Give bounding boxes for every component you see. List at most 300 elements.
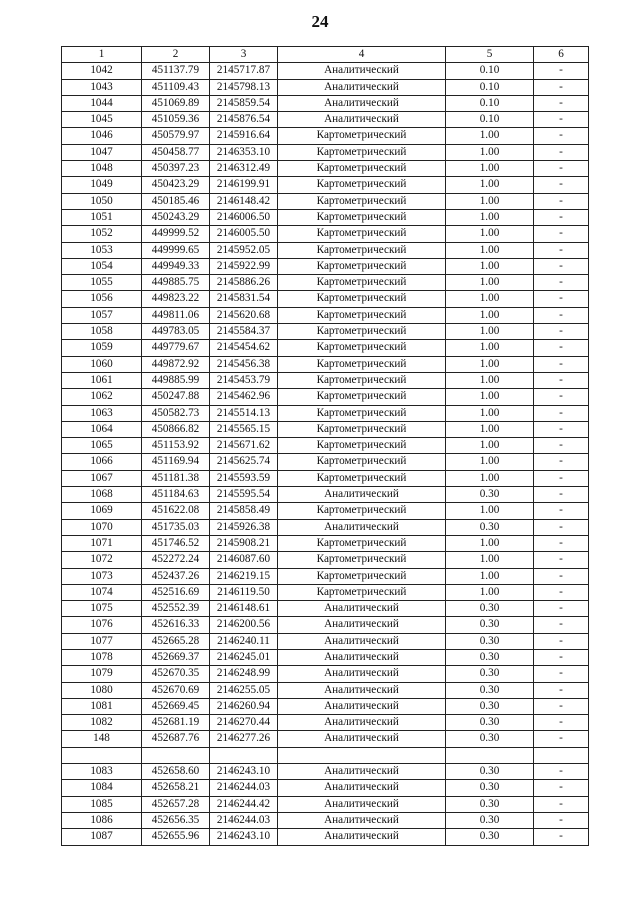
accuracy-cell: 1.00 (446, 584, 534, 600)
accuracy-cell: 0.30 (446, 812, 534, 828)
note-cell: - (534, 715, 589, 731)
y-coordinate-cell: 2145565.15 (210, 421, 278, 437)
column-header-2: 2 (142, 47, 210, 63)
x-coordinate-cell: 449823.22 (142, 291, 210, 307)
point-number-cell (62, 747, 142, 763)
note-cell: - (534, 535, 589, 551)
point-number-cell: 1058 (62, 324, 142, 340)
table-row (62, 177, 589, 193)
note-cell: - (534, 454, 589, 470)
table-row (62, 161, 589, 177)
point-number-cell: 1083 (62, 764, 142, 780)
method-cell: Картометрический (278, 177, 446, 193)
method-cell: Картометрический (278, 470, 446, 486)
table-row (62, 584, 589, 600)
note-cell: - (534, 177, 589, 193)
method-cell: Аналитический (278, 617, 446, 633)
note-cell: - (534, 372, 589, 388)
table-row (62, 519, 589, 535)
y-coordinate-cell: 2146260.94 (210, 698, 278, 714)
method-cell: Картометрический (278, 226, 446, 242)
point-number-cell: 1044 (62, 95, 142, 111)
point-number-cell: 1078 (62, 649, 142, 665)
y-coordinate-cell: 2145593.59 (210, 470, 278, 486)
x-coordinate-cell: 451622.08 (142, 503, 210, 519)
table-row (62, 421, 589, 437)
method-cell: Картометрический (278, 275, 446, 291)
accuracy-cell: 1.00 (446, 470, 534, 486)
note-cell: - (534, 79, 589, 95)
x-coordinate-cell: 450582.73 (142, 405, 210, 421)
table-row (62, 682, 589, 698)
y-coordinate-cell: 2145462.96 (210, 389, 278, 405)
method-cell: Картометрический (278, 209, 446, 225)
table-row (62, 649, 589, 665)
y-coordinate-cell: 2145908.21 (210, 535, 278, 551)
point-number-cell: 1068 (62, 487, 142, 503)
y-coordinate-cell: 2146240.11 (210, 633, 278, 649)
table-row (62, 438, 589, 454)
note-cell: - (534, 552, 589, 568)
point-number-cell: 1062 (62, 389, 142, 405)
x-coordinate-cell: 451735.03 (142, 519, 210, 535)
accuracy-cell: 0.30 (446, 764, 534, 780)
x-coordinate-cell: 451109.43 (142, 79, 210, 95)
table-row (62, 63, 589, 79)
point-number-cell: 1051 (62, 209, 142, 225)
point-number-cell: 1053 (62, 242, 142, 258)
note-cell: - (534, 405, 589, 421)
accuracy-cell: 0.10 (446, 95, 534, 111)
point-number-cell: 1074 (62, 584, 142, 600)
y-coordinate-cell: 2146148.42 (210, 193, 278, 209)
method-cell: Аналитический (278, 796, 446, 812)
table-row (62, 503, 589, 519)
accuracy-cell: 1.00 (446, 421, 534, 437)
x-coordinate-cell: 452687.76 (142, 731, 210, 747)
method-cell: Аналитический (278, 519, 446, 535)
accuracy-cell: 1.00 (446, 291, 534, 307)
method-cell: Картометрический (278, 161, 446, 177)
point-number-cell: 1056 (62, 291, 142, 307)
method-cell: Картометрический (278, 372, 446, 388)
page-number: 24 (311, 12, 329, 31)
x-coordinate-cell: 452657.28 (142, 796, 210, 812)
table-row (62, 372, 589, 388)
method-cell: Аналитический (278, 601, 446, 617)
x-coordinate-cell: 450423.29 (142, 177, 210, 193)
note-cell (534, 747, 589, 763)
method-cell: Картометрический (278, 454, 446, 470)
accuracy-cell (446, 747, 534, 763)
method-cell: Картометрический (278, 552, 446, 568)
point-number-cell: 1052 (62, 226, 142, 242)
y-coordinate-cell: 2145595.54 (210, 487, 278, 503)
y-coordinate-cell: 2146244.42 (210, 796, 278, 812)
point-number-cell: 1075 (62, 601, 142, 617)
note-cell: - (534, 666, 589, 682)
table-row (62, 258, 589, 274)
accuracy-cell: 1.00 (446, 552, 534, 568)
accuracy-cell: 0.30 (446, 731, 534, 747)
note-cell: - (534, 503, 589, 519)
accuracy-cell: 1.00 (446, 438, 534, 454)
table-row (62, 633, 589, 649)
method-cell: Картометрический (278, 193, 446, 209)
note-cell: - (534, 470, 589, 486)
method-cell: Картометрический (278, 242, 446, 258)
accuracy-cell: 1.00 (446, 324, 534, 340)
y-coordinate-cell: 2146244.03 (210, 812, 278, 828)
x-coordinate-cell: 452681.19 (142, 715, 210, 731)
y-coordinate-cell: 2145453.79 (210, 372, 278, 388)
point-number-cell: 1049 (62, 177, 142, 193)
y-coordinate-cell: 2145831.54 (210, 291, 278, 307)
coordinates-table (61, 46, 589, 846)
accuracy-cell: 0.30 (446, 715, 534, 731)
y-coordinate-cell: 2146148.61 (210, 601, 278, 617)
method-cell: Аналитический (278, 715, 446, 731)
note-cell: - (534, 649, 589, 665)
y-coordinate-cell: 2145584.37 (210, 324, 278, 340)
table-row (62, 242, 589, 258)
note-cell: - (534, 568, 589, 584)
table-row (62, 617, 589, 633)
y-coordinate-cell: 2146353.10 (210, 144, 278, 160)
table-row (62, 796, 589, 812)
point-number-cell: 1045 (62, 112, 142, 128)
point-number-cell: 1073 (62, 568, 142, 584)
y-coordinate-cell: 2146005.50 (210, 226, 278, 242)
method-cell: Аналитический (278, 487, 446, 503)
point-number-cell: 1071 (62, 535, 142, 551)
method-cell: Аналитический (278, 829, 446, 845)
table-row (62, 356, 589, 372)
y-coordinate-cell: 2146248.99 (210, 666, 278, 682)
x-coordinate-cell: 449885.75 (142, 275, 210, 291)
point-number-cell: 1087 (62, 829, 142, 845)
note-cell: - (534, 112, 589, 128)
table-header-row (62, 47, 589, 63)
note-cell: - (534, 731, 589, 747)
y-coordinate-cell: 2145952.05 (210, 242, 278, 258)
method-cell: Картометрический (278, 340, 446, 356)
accuracy-cell: 1.00 (446, 340, 534, 356)
method-cell: Картометрический (278, 389, 446, 405)
point-number-cell: 1064 (62, 421, 142, 437)
accuracy-cell: 1.00 (446, 258, 534, 274)
table-row (62, 209, 589, 225)
accuracy-cell: 0.30 (446, 666, 534, 682)
point-number-cell: 1060 (62, 356, 142, 372)
y-coordinate-cell: 2145620.68 (210, 307, 278, 323)
x-coordinate-cell: 452437.26 (142, 568, 210, 584)
note-cell: - (534, 796, 589, 812)
table-row (62, 829, 589, 845)
y-coordinate-cell: 2146219.15 (210, 568, 278, 584)
method-cell: Картометрический (278, 258, 446, 274)
point-number-cell: 1085 (62, 796, 142, 812)
point-number-cell: 1050 (62, 193, 142, 209)
y-coordinate-cell: 2146312.49 (210, 161, 278, 177)
y-coordinate-cell: 2145454.62 (210, 340, 278, 356)
table-row (62, 731, 589, 747)
note-cell: - (534, 307, 589, 323)
y-coordinate-cell: 2145625.74 (210, 454, 278, 470)
note-cell: - (534, 340, 589, 356)
y-coordinate-cell: 2146255.05 (210, 682, 278, 698)
method-cell: Аналитический (278, 95, 446, 111)
note-cell: - (534, 698, 589, 714)
method-cell: Картометрический (278, 144, 446, 160)
accuracy-cell: 0.30 (446, 796, 534, 812)
y-coordinate-cell: 2145876.54 (210, 112, 278, 128)
y-coordinate-cell: 2145717.87 (210, 63, 278, 79)
point-number-cell: 1080 (62, 682, 142, 698)
accuracy-cell: 1.00 (446, 372, 534, 388)
x-coordinate-cell: 450579.97 (142, 128, 210, 144)
point-number-cell: 1065 (62, 438, 142, 454)
y-coordinate-cell: 2145456.38 (210, 356, 278, 372)
note-cell: - (534, 764, 589, 780)
x-coordinate-cell: 449779.67 (142, 340, 210, 356)
table-row (62, 79, 589, 95)
method-cell: Картометрический (278, 438, 446, 454)
method-cell: Картометрический (278, 535, 446, 551)
accuracy-cell: 1.00 (446, 128, 534, 144)
accuracy-cell: 1.00 (446, 307, 534, 323)
accuracy-cell: 0.30 (446, 829, 534, 845)
y-coordinate-cell: 2146244.03 (210, 780, 278, 796)
note-cell: - (534, 209, 589, 225)
point-number-cell: 1072 (62, 552, 142, 568)
accuracy-cell: 0.30 (446, 649, 534, 665)
column-header-4: 4 (278, 47, 446, 63)
note-cell: - (534, 421, 589, 437)
accuracy-cell: 1.00 (446, 535, 534, 551)
y-coordinate-cell: 2145916.64 (210, 128, 278, 144)
method-cell: Картометрический (278, 307, 446, 323)
method-cell: Аналитический (278, 682, 446, 698)
y-coordinate-cell: 2146243.10 (210, 764, 278, 780)
accuracy-cell: 1.00 (446, 503, 534, 519)
table-row (62, 405, 589, 421)
point-number-cell: 1079 (62, 666, 142, 682)
accuracy-cell: 0.10 (446, 63, 534, 79)
accuracy-cell: 1.00 (446, 454, 534, 470)
x-coordinate-cell: 452516.69 (142, 584, 210, 600)
y-coordinate-cell: 2146243.10 (210, 829, 278, 845)
x-coordinate-cell: 449885.99 (142, 372, 210, 388)
method-cell: Аналитический (278, 812, 446, 828)
y-coordinate-cell: 2145671.62 (210, 438, 278, 454)
note-cell: - (534, 584, 589, 600)
x-coordinate-cell: 452616.33 (142, 617, 210, 633)
accuracy-cell: 1.00 (446, 356, 534, 372)
table-row (62, 144, 589, 160)
point-number-cell: 1067 (62, 470, 142, 486)
method-cell: Картометрический (278, 405, 446, 421)
table-row (62, 340, 589, 356)
table-row (62, 666, 589, 682)
point-number-cell: 1070 (62, 519, 142, 535)
x-coordinate-cell: 452655.96 (142, 829, 210, 845)
x-coordinate-cell: 451153.92 (142, 438, 210, 454)
x-coordinate-cell: 452658.21 (142, 780, 210, 796)
x-coordinate-cell: 451169.94 (142, 454, 210, 470)
note-cell: - (534, 617, 589, 633)
x-coordinate-cell: 450397.23 (142, 161, 210, 177)
method-cell: Аналитический (278, 633, 446, 649)
method-cell: Картометрический (278, 291, 446, 307)
method-cell: Картометрический (278, 421, 446, 437)
table-row (62, 601, 589, 617)
x-coordinate-cell: 452552.39 (142, 601, 210, 617)
x-coordinate-cell: 451137.79 (142, 63, 210, 79)
x-coordinate-cell: 451181.38 (142, 470, 210, 486)
table-row (62, 454, 589, 470)
y-coordinate-cell: 2145922.99 (210, 258, 278, 274)
note-cell: - (534, 389, 589, 405)
table-row (62, 780, 589, 796)
table-row (62, 552, 589, 568)
x-coordinate-cell: 449999.65 (142, 242, 210, 258)
table-row (62, 812, 589, 828)
note-cell: - (534, 487, 589, 503)
y-coordinate-cell: 2146006.50 (210, 209, 278, 225)
y-coordinate-cell: 2145858.49 (210, 503, 278, 519)
x-coordinate-cell: 450243.29 (142, 209, 210, 225)
note-cell: - (534, 633, 589, 649)
table-row (62, 698, 589, 714)
note-cell: - (534, 242, 589, 258)
accuracy-cell: 0.30 (446, 519, 534, 535)
method-cell: Аналитический (278, 649, 446, 665)
accuracy-cell: 1.00 (446, 226, 534, 242)
note-cell: - (534, 324, 589, 340)
method-cell: Аналитический (278, 666, 446, 682)
method-cell (278, 747, 446, 763)
method-cell: Аналитический (278, 698, 446, 714)
accuracy-cell: 1.00 (446, 568, 534, 584)
point-number-cell: 1054 (62, 258, 142, 274)
table-row (62, 535, 589, 551)
accuracy-cell: 0.30 (446, 698, 534, 714)
table-row (62, 226, 589, 242)
column-header-5: 5 (446, 47, 534, 63)
point-number-cell: 1055 (62, 275, 142, 291)
accuracy-cell: 0.30 (446, 487, 534, 503)
table-row (62, 715, 589, 731)
x-coordinate-cell (142, 747, 210, 763)
point-number-cell: 1082 (62, 715, 142, 731)
table-row (62, 764, 589, 780)
x-coordinate-cell: 450866.82 (142, 421, 210, 437)
note-cell: - (534, 780, 589, 796)
x-coordinate-cell: 450185.46 (142, 193, 210, 209)
point-number-cell: 1066 (62, 454, 142, 470)
method-cell: Картометрический (278, 584, 446, 600)
method-cell: Картометрический (278, 568, 446, 584)
accuracy-cell: 0.10 (446, 79, 534, 95)
y-coordinate-cell: 2146119.50 (210, 584, 278, 600)
y-coordinate-cell: 2146270.44 (210, 715, 278, 731)
note-cell: - (534, 95, 589, 111)
table-row (62, 112, 589, 128)
x-coordinate-cell: 449949.33 (142, 258, 210, 274)
y-coordinate-cell: 2146277.26 (210, 731, 278, 747)
accuracy-cell: 1.00 (446, 389, 534, 405)
y-coordinate-cell: 2146200.56 (210, 617, 278, 633)
note-cell: - (534, 226, 589, 242)
method-cell: Картометрический (278, 356, 446, 372)
note-cell: - (534, 258, 589, 274)
table-row (62, 307, 589, 323)
accuracy-cell: 0.30 (446, 682, 534, 698)
x-coordinate-cell: 452272.24 (142, 552, 210, 568)
note-cell: - (534, 829, 589, 845)
point-number-cell: 1047 (62, 144, 142, 160)
table-row (62, 747, 589, 763)
x-coordinate-cell: 449811.06 (142, 307, 210, 323)
table-row (62, 324, 589, 340)
y-coordinate-cell: 2145886.26 (210, 275, 278, 291)
method-cell: Аналитический (278, 63, 446, 79)
x-coordinate-cell: 449783.05 (142, 324, 210, 340)
point-number-cell: 1084 (62, 780, 142, 796)
x-coordinate-cell: 451059.36 (142, 112, 210, 128)
point-number-cell: 1069 (62, 503, 142, 519)
table-row (62, 128, 589, 144)
x-coordinate-cell: 449872.92 (142, 356, 210, 372)
accuracy-cell: 0.30 (446, 780, 534, 796)
note-cell: - (534, 161, 589, 177)
x-coordinate-cell: 452658.60 (142, 764, 210, 780)
table-row (62, 275, 589, 291)
x-coordinate-cell: 451184.63 (142, 487, 210, 503)
y-coordinate-cell: 2146245.01 (210, 649, 278, 665)
note-cell: - (534, 682, 589, 698)
note-cell: - (534, 275, 589, 291)
note-cell: - (534, 356, 589, 372)
y-coordinate-cell: 2145514.13 (210, 405, 278, 421)
accuracy-cell: 1.00 (446, 405, 534, 421)
point-number-cell: 1043 (62, 79, 142, 95)
y-coordinate-cell: 2146087.60 (210, 552, 278, 568)
point-number-cell: 1042 (62, 63, 142, 79)
method-cell: Картометрический (278, 128, 446, 144)
x-coordinate-cell: 450458.77 (142, 144, 210, 160)
point-number-cell: 1063 (62, 405, 142, 421)
x-coordinate-cell: 451069.89 (142, 95, 210, 111)
method-cell: Аналитический (278, 780, 446, 796)
note-cell: - (534, 144, 589, 160)
x-coordinate-cell: 452669.45 (142, 698, 210, 714)
point-number-cell: 1076 (62, 617, 142, 633)
note-cell: - (534, 519, 589, 535)
table-row (62, 389, 589, 405)
point-number-cell: 148 (62, 731, 142, 747)
table-row (62, 487, 589, 503)
method-cell: Аналитический (278, 112, 446, 128)
x-coordinate-cell: 452665.28 (142, 633, 210, 649)
accuracy-cell: 1.00 (446, 144, 534, 160)
accuracy-cell: 1.00 (446, 275, 534, 291)
method-cell: Картометрический (278, 503, 446, 519)
table-row (62, 193, 589, 209)
note-cell: - (534, 291, 589, 307)
method-cell: Аналитический (278, 79, 446, 95)
